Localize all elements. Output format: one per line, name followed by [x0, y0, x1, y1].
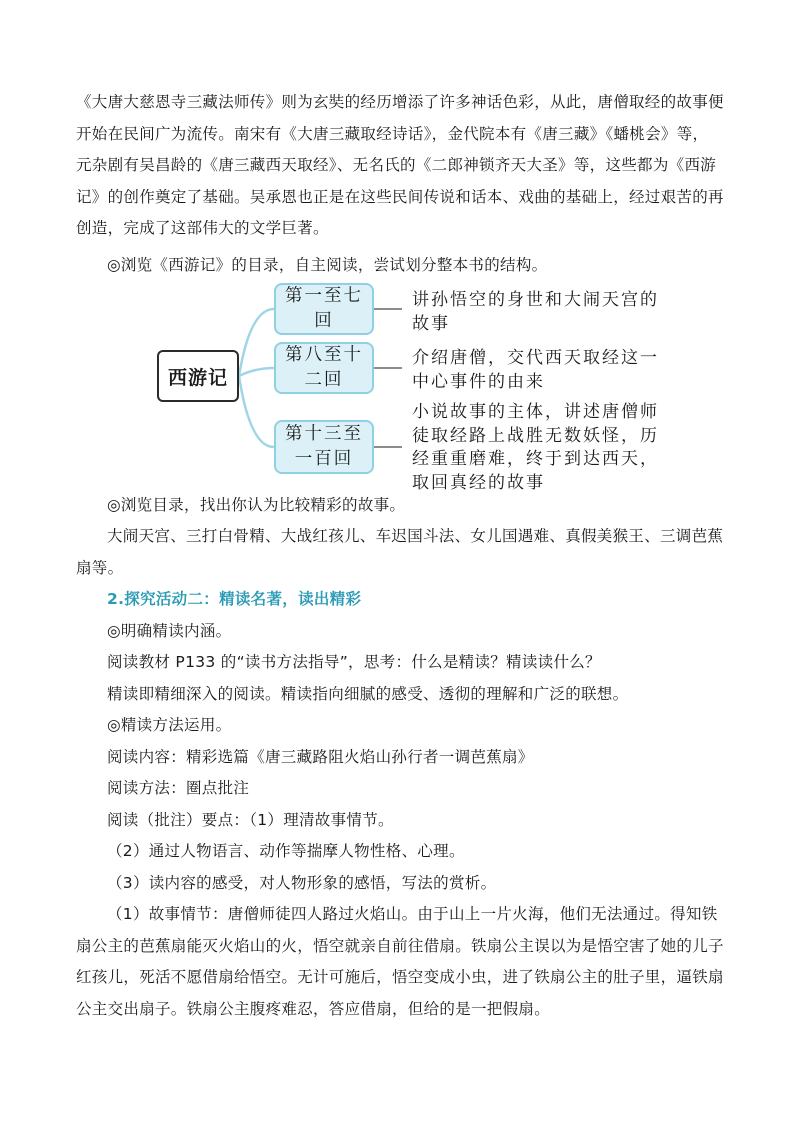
branch-chapters-8-12: 第八至十二回 — [274, 342, 374, 394]
reading-point-3: （3）读内容的感受，对人物形象的感悟，写法的赏析。 — [107, 874, 497, 892]
branch-chapters-1-7: 第一至七回 — [274, 283, 374, 335]
connector-root-branch3 — [239, 376, 274, 447]
read-method: 阅读方法：圈点批注 — [107, 779, 250, 797]
stories-answer: 大闹天宫、三打白骨精、大战红孩儿、车迟国斗法、女儿国遇难、真假美猴王、三调芭蕉扇等。 — [76, 527, 724, 577]
activity2-heading: 2.探究活动二：精读名著，读出精彩 — [107, 590, 362, 608]
task-meaning: ◎明确精读内涵。 — [107, 622, 232, 640]
branch-3-description: 小说故事的主体，讲述唐僧师徒取经路上战胜无数妖怪，历经重重磨难，终于到达西天，取回真经的故事 — [412, 402, 659, 493]
read-content: 阅读内容：精彩选篇《唐三藏路阻火焰山孙行者一调芭蕉扇》 — [107, 748, 534, 766]
intro-paragraph: 《大唐大慈恩寺三藏法师传》则为玄奘的经历增添了许多神话色彩，从此，唐僧取经的故事便开始在民间广为流传。南宋有《大唐三藏取经诗话》，金代院本有《唐三藏》《蟠桃会》等，元杂剧有吴昌龄的《唐三藏西天取经》、无名氏的《二郎神锁齐天大圣》等，这些都为《西游记》的创作奠定了基础。吴承恩也正是在这些民间传说和话本、戏曲的基础上，经过艰苦的再创造，完成了这部伟大的文学巨著。 — [76, 93, 724, 237]
mindmap-root: 西游记 — [157, 350, 239, 402]
read-definition: 精读即精细深入的阅读。精读指向细腻的感受、透彻的理解和广泛的联想。 — [107, 685, 629, 703]
plot-paragraph: （1）故事情节：唐僧师徒四人路过火焰山。由于山上一片火海，他们无法通过。得知铁扇公主的芭蕉扇能灭火焰山的火，悟空就亲自前往借扇。铁扇公主误以为是悟空害了她的儿子红孩儿，死活不愿借扇给悟空。无计可施后，悟空变成小虫，进了铁扇公主的肚子里，逼铁扇公主交出扇子。铁扇公主腹疼难忍，答应借扇，但给的是一把假扇。 — [76, 905, 724, 1018]
read-guide: 阅读教材 P133 的“读书方法指导”，思考：什么是精读？精读读什么？ — [107, 653, 601, 671]
connector-root-branch2 — [239, 368, 274, 376]
task-method: ◎精读方法运用。 — [107, 716, 232, 734]
branch-chapters-13-100: 第十三至一百回 — [274, 420, 374, 474]
task-structure: ◎浏览《西游记》的目录，自主阅读，尝试划分整本书的结构。 — [107, 256, 548, 274]
reading-point-2: （2）通过人物语言、动作等揣摩人物性格、心理。 — [107, 842, 465, 860]
branch-2-description: 介绍唐僧，交代西天取经这一中心事件的由来 — [412, 348, 659, 392]
branch-1-description: 讲孙悟空的身世和大闹天宫的故事 — [412, 290, 659, 334]
structure-mindmap — [150, 280, 680, 492]
connector-root-branch1 — [239, 309, 274, 376]
reading-point-1: 阅读（批注）要点：（1）理清故事情节。 — [107, 811, 394, 829]
task-stories: ◎浏览目录，找出你认为比较精彩的故事。 — [107, 496, 406, 514]
